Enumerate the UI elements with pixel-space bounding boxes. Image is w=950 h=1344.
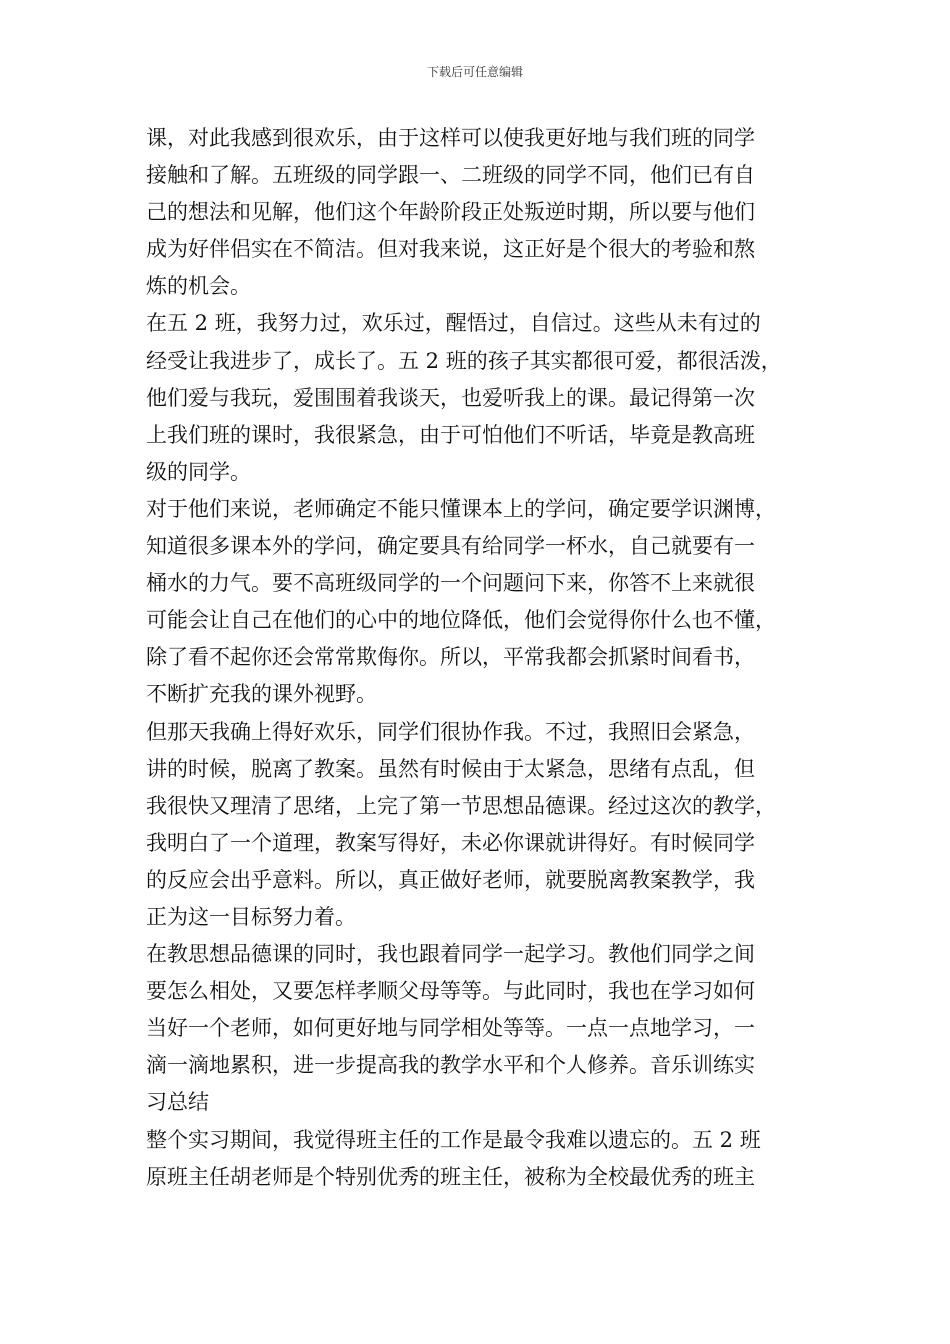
text-line: 桶水的力气。要不高班级同学的一个问题问下来，你答不上来就很 — [146, 571, 755, 596]
text-line: 但那天我确上得好欢乐，同学们很协作我。不过，我照旧会紧急， — [146, 719, 755, 744]
text-line: 在教思想品德课的同时，我也跟着同学一起学习。教他们同学之间 — [146, 942, 755, 967]
text-line: 正为这一目标努力着。 — [146, 904, 356, 929]
text-line: 己的想法和见解，他们这个年龄阶段正处叛逆时期，所以要与他们 — [146, 200, 755, 225]
body-text — [146, 120, 806, 1196]
text-line: 原班主任胡老师是个特别优秀的班主任，被称为全校最优秀的班主 — [146, 1164, 755, 1189]
text-line: 经受让我进步了，成长了。五 2 班的孩子其实都很可爱，都很活泼， — [146, 348, 782, 373]
text-line: 接触和了解。五班级的同学跟一、二班级的同学不同，他们已有自 — [146, 163, 755, 188]
text-line: 课，对此我感到很欢乐，由于这样可以使我更好地与我们班的同学 — [146, 126, 755, 150]
text-line: 级的同学。 — [146, 459, 251, 484]
text-line: 不断扩充我的课外视野。 — [146, 682, 377, 707]
text-line: 炼的机会。 — [146, 274, 251, 299]
page-header: 下载后可任意编辑 — [426, 65, 523, 79]
text-line: 的反应会出乎意料。所以，真正做好老师，就要脱离教案教学，我 — [146, 867, 755, 892]
text-line: 除了看不起你还会常常欺侮你。所以，平常我都会抓紧时间看书， — [146, 645, 755, 670]
text-line: 成为好伴侣实在不简洁。但对我来说，这正好是个很大的考验和熬 — [146, 237, 755, 262]
text-line: 他们爱与我玩，爱围围着我谈天，也爱听我上的课。最记得第一次 — [146, 385, 755, 410]
text-line: 要怎么相处，又要怎样孝顺父母等等。与此同时，我也在学习如何 — [146, 979, 755, 1004]
text-line: 整个实习期间，我觉得班主任的工作是最令我难以遗忘的。五 2 班 — [146, 1127, 761, 1152]
text-line: 我明白了一个道理，教案写得好，未必你课就讲得好。有时候同学 — [146, 830, 755, 855]
text-line: 对于他们来说，老师确定不能只懂课本上的学问，确定要学识渊博， — [146, 496, 776, 521]
text-line: 可能会让自己在他们的心中的地位降低，他们会觉得你什么也不懂， — [146, 608, 776, 633]
text-line: 讲的时候，脱离了教案。虽然有时候由于太紧急，思绪有点乱，但 — [146, 756, 755, 781]
text-line: 习总结 — [146, 1090, 209, 1115]
text-line: 上我们班的课时，我很紧急，由于可怕他们不听话，毕竟是教高班 — [146, 422, 755, 447]
text-line: 我很快又理清了思绪，上完了第一节思想品德课。经过这次的教学， — [146, 793, 776, 818]
text-line: 滴一滴地累积，进一步提高我的教学水平和个人修养。音乐训练实 — [146, 1053, 755, 1078]
text-line: 在五 2 班，我努力过，欢乐过，醒悟过，自信过。这些从未有过的 — [146, 311, 761, 336]
text-line: 当好一个老师，如何更好地与同学相处等等。一点一点地学习，一 — [146, 1016, 755, 1041]
text-line: 知道很多课本外的学问，确定要具有给同学一杯水，自己就要有一 — [146, 534, 755, 559]
